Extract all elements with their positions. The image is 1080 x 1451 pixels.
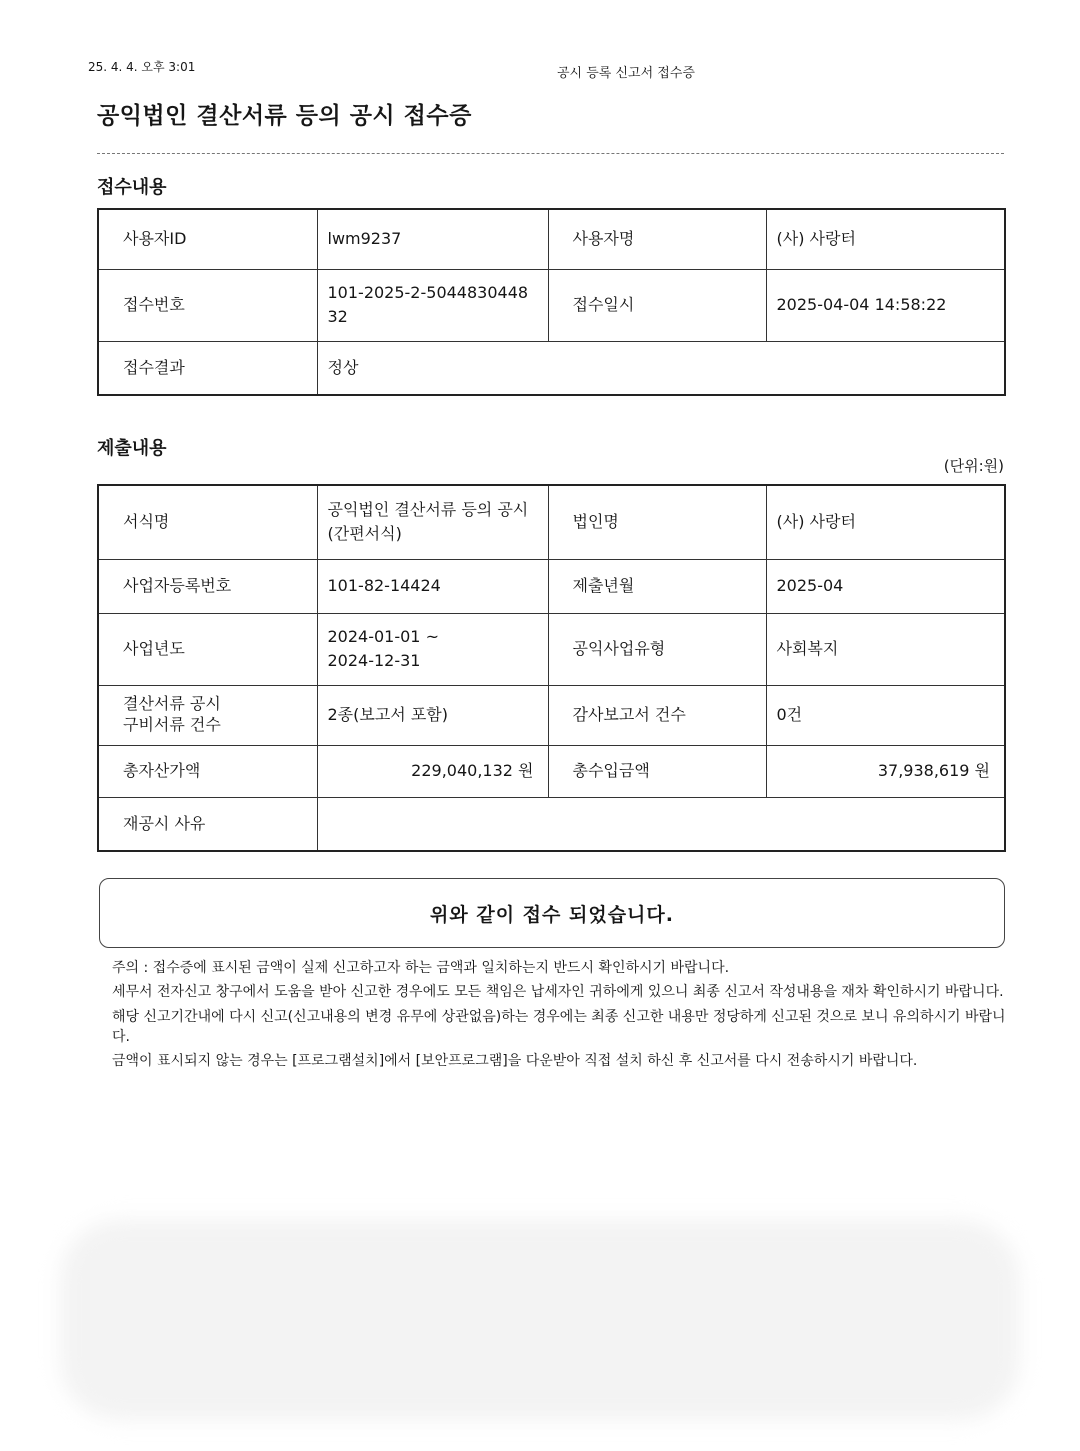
corp-name-label: 법인명	[548, 485, 766, 559]
document-title: 공익법인 결산서류 등의 공시 접수증	[97, 103, 472, 129]
caution-notes	[112, 958, 1012, 1075]
table-row	[98, 209, 1005, 269]
reception-table	[97, 208, 1006, 396]
caution-note-2: 세무서 전자신고 창구에서 도움을 받아 신고한 경우에도 모든 책임은 납세자인 귀하에게 있으니 최종 신고서 작성내용을 재차 확인하시기 바랍니다.	[112, 984, 1004, 1001]
biz-year-start: 2024-01-01 ~	[327, 627, 439, 646]
print-date: 25. 4. 4. 오후 3:01	[88, 60, 196, 74]
form-name-value: 공익법인 결산서류 등의 공시 (간편서식)	[317, 485, 548, 559]
user-id-value: lwm9237	[317, 209, 548, 269]
biz-type-value: 사회복지	[766, 613, 1005, 685]
unit-note: (단위:원)	[943, 457, 1004, 475]
total-assets-label: 총자산가액	[98, 745, 317, 797]
audit-count-label: 감사보고서 건수	[548, 685, 766, 745]
table-row	[98, 685, 1005, 745]
resubmit-reason-label: 재공시 사유	[98, 797, 317, 851]
doc-count-label-line-2: 구비서류 건수	[123, 715, 221, 734]
receipt-date-value: 2025-04-04 14:58:22	[766, 269, 1005, 341]
title-divider	[97, 153, 1004, 154]
biz-year-value	[317, 613, 548, 685]
total-income-value: 37,938,619 원	[766, 745, 1005, 797]
doc-count-value: 2종(보고서 포함)	[317, 685, 548, 745]
caution-note-4: 금액이 표시되지 않는 경우는 [프로그램설치]에서 [보안프로그램]을 다운받아 직접 설치 하신 후 신고서를 다시 전송하시기 바랍니다.	[112, 1053, 918, 1070]
doc-count-label-line-1: 결산서류 공시	[123, 694, 221, 714]
biz-reg-no-value: 101-82-14424	[317, 559, 548, 613]
table-row	[98, 745, 1005, 797]
user-name-label: 사용자명	[548, 209, 766, 269]
biz-year-label: 사업년도	[98, 613, 317, 685]
doc-count-label	[98, 685, 317, 745]
user-name-value: (사) 사랑터	[766, 209, 1005, 269]
table-row	[98, 613, 1005, 685]
result-label: 접수결과	[98, 341, 317, 395]
form-name-label: 서식명	[98, 485, 317, 559]
submit-month-value: 2025-04	[766, 559, 1005, 613]
audit-count-value: 0건	[766, 685, 1005, 745]
caution-note-1: 주의 : 접수증에 표시된 금액이 실제 신고하고자 하는 금액과 일치하는지 반드시 확인하시기 바랍니다.	[112, 960, 730, 976]
user-id-label: 사용자ID	[98, 209, 317, 269]
receipt-date-label: 접수일시	[548, 269, 766, 341]
resubmit-reason-value	[317, 797, 1005, 851]
submit-month-label: 제출년월	[548, 559, 766, 613]
biz-year-end: 2024-12-31	[327, 651, 421, 670]
total-income-label: 총수입금액	[548, 745, 766, 797]
reception-section-title: 접수내용	[97, 177, 167, 198]
table-row	[98, 485, 1005, 559]
result-value: 정상	[317, 341, 1005, 395]
submission-table	[97, 484, 1006, 852]
table-row	[98, 269, 1005, 341]
table-row	[98, 341, 1005, 395]
receipt-no-label: 접수번호	[98, 269, 317, 341]
biz-reg-no-label: 사업자등록번호	[98, 559, 317, 613]
table-row	[98, 559, 1005, 613]
caution-note-3: 해당 신고기간내에 다시 신고(신고내용의 변경 유무에 상관없음)하는 경우에는 최종 신고한 내용만 정당하게 신고된 것으로 보니 유의하시기 바랍니다.	[112, 1008, 1006, 1045]
total-assets-value: 229,040,132 원	[317, 745, 548, 797]
receipt-confirmation-notice: 위와 같이 접수 되었습니다.	[99, 878, 1005, 948]
table-row	[98, 797, 1005, 851]
scan-smudge	[60, 1220, 1020, 1420]
submission-section-title: 제출내용	[97, 438, 167, 459]
print-title: 공시 등록 신고서 접수증	[557, 66, 695, 81]
biz-type-label: 공익사업유형	[548, 613, 766, 685]
corp-name-value: (사) 사랑터	[766, 485, 1005, 559]
receipt-no-value: 101-2025-2-504483044832	[317, 269, 548, 341]
